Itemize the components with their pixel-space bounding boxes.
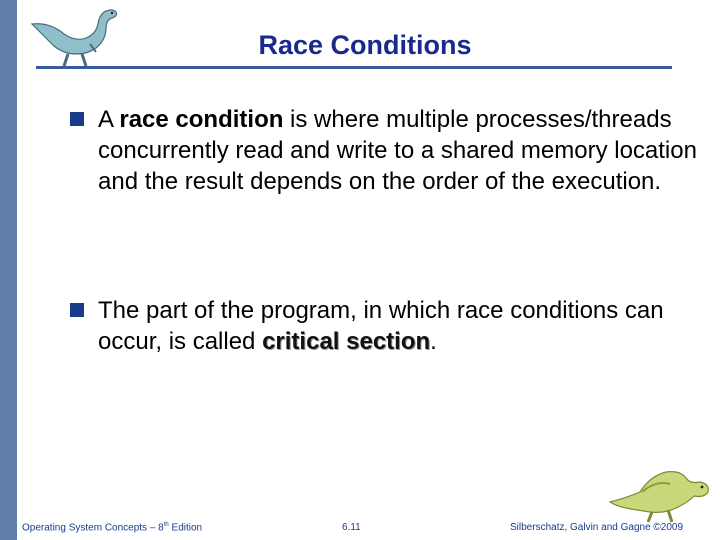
bullet-rest: is where multiple processes/threads concurrently read and write to a shared memory location and the result depends on the order of the execution. bbox=[98, 106, 697, 195]
bullet-lead: The part of the program, in which race conditions can occur, is called bbox=[98, 297, 664, 355]
bullet-item bbox=[70, 104, 710, 197]
slide-title: Race Conditions bbox=[258, 30, 472, 60]
footer-page-number: 6.11 bbox=[342, 522, 361, 533]
square-bullet-icon bbox=[70, 303, 84, 317]
footer-book-sup: th bbox=[163, 522, 169, 528]
bullet-text bbox=[98, 295, 710, 357]
bullet-text bbox=[98, 104, 710, 197]
footer-authors: Silberschatz, Galvin and Gagne ©2009 bbox=[510, 522, 684, 533]
bullet-rest: . bbox=[430, 328, 437, 355]
dinosaur-logo-icon bbox=[606, 462, 714, 524]
race-condition-term: race condition bbox=[119, 106, 284, 133]
footer-book-prefix: Operating System Concepts – 8 bbox=[22, 522, 164, 534]
footer-book-suffix: Edition bbox=[168, 522, 203, 534]
bullet-item bbox=[70, 295, 710, 357]
footer-book-title bbox=[22, 522, 202, 533]
slide-side-bar bbox=[0, 0, 17, 540]
bullet-lead: A bbox=[98, 106, 120, 133]
critical-section-term: critical section bbox=[262, 328, 431, 355]
square-bullet-icon bbox=[70, 112, 84, 126]
title-divider bbox=[36, 66, 672, 69]
